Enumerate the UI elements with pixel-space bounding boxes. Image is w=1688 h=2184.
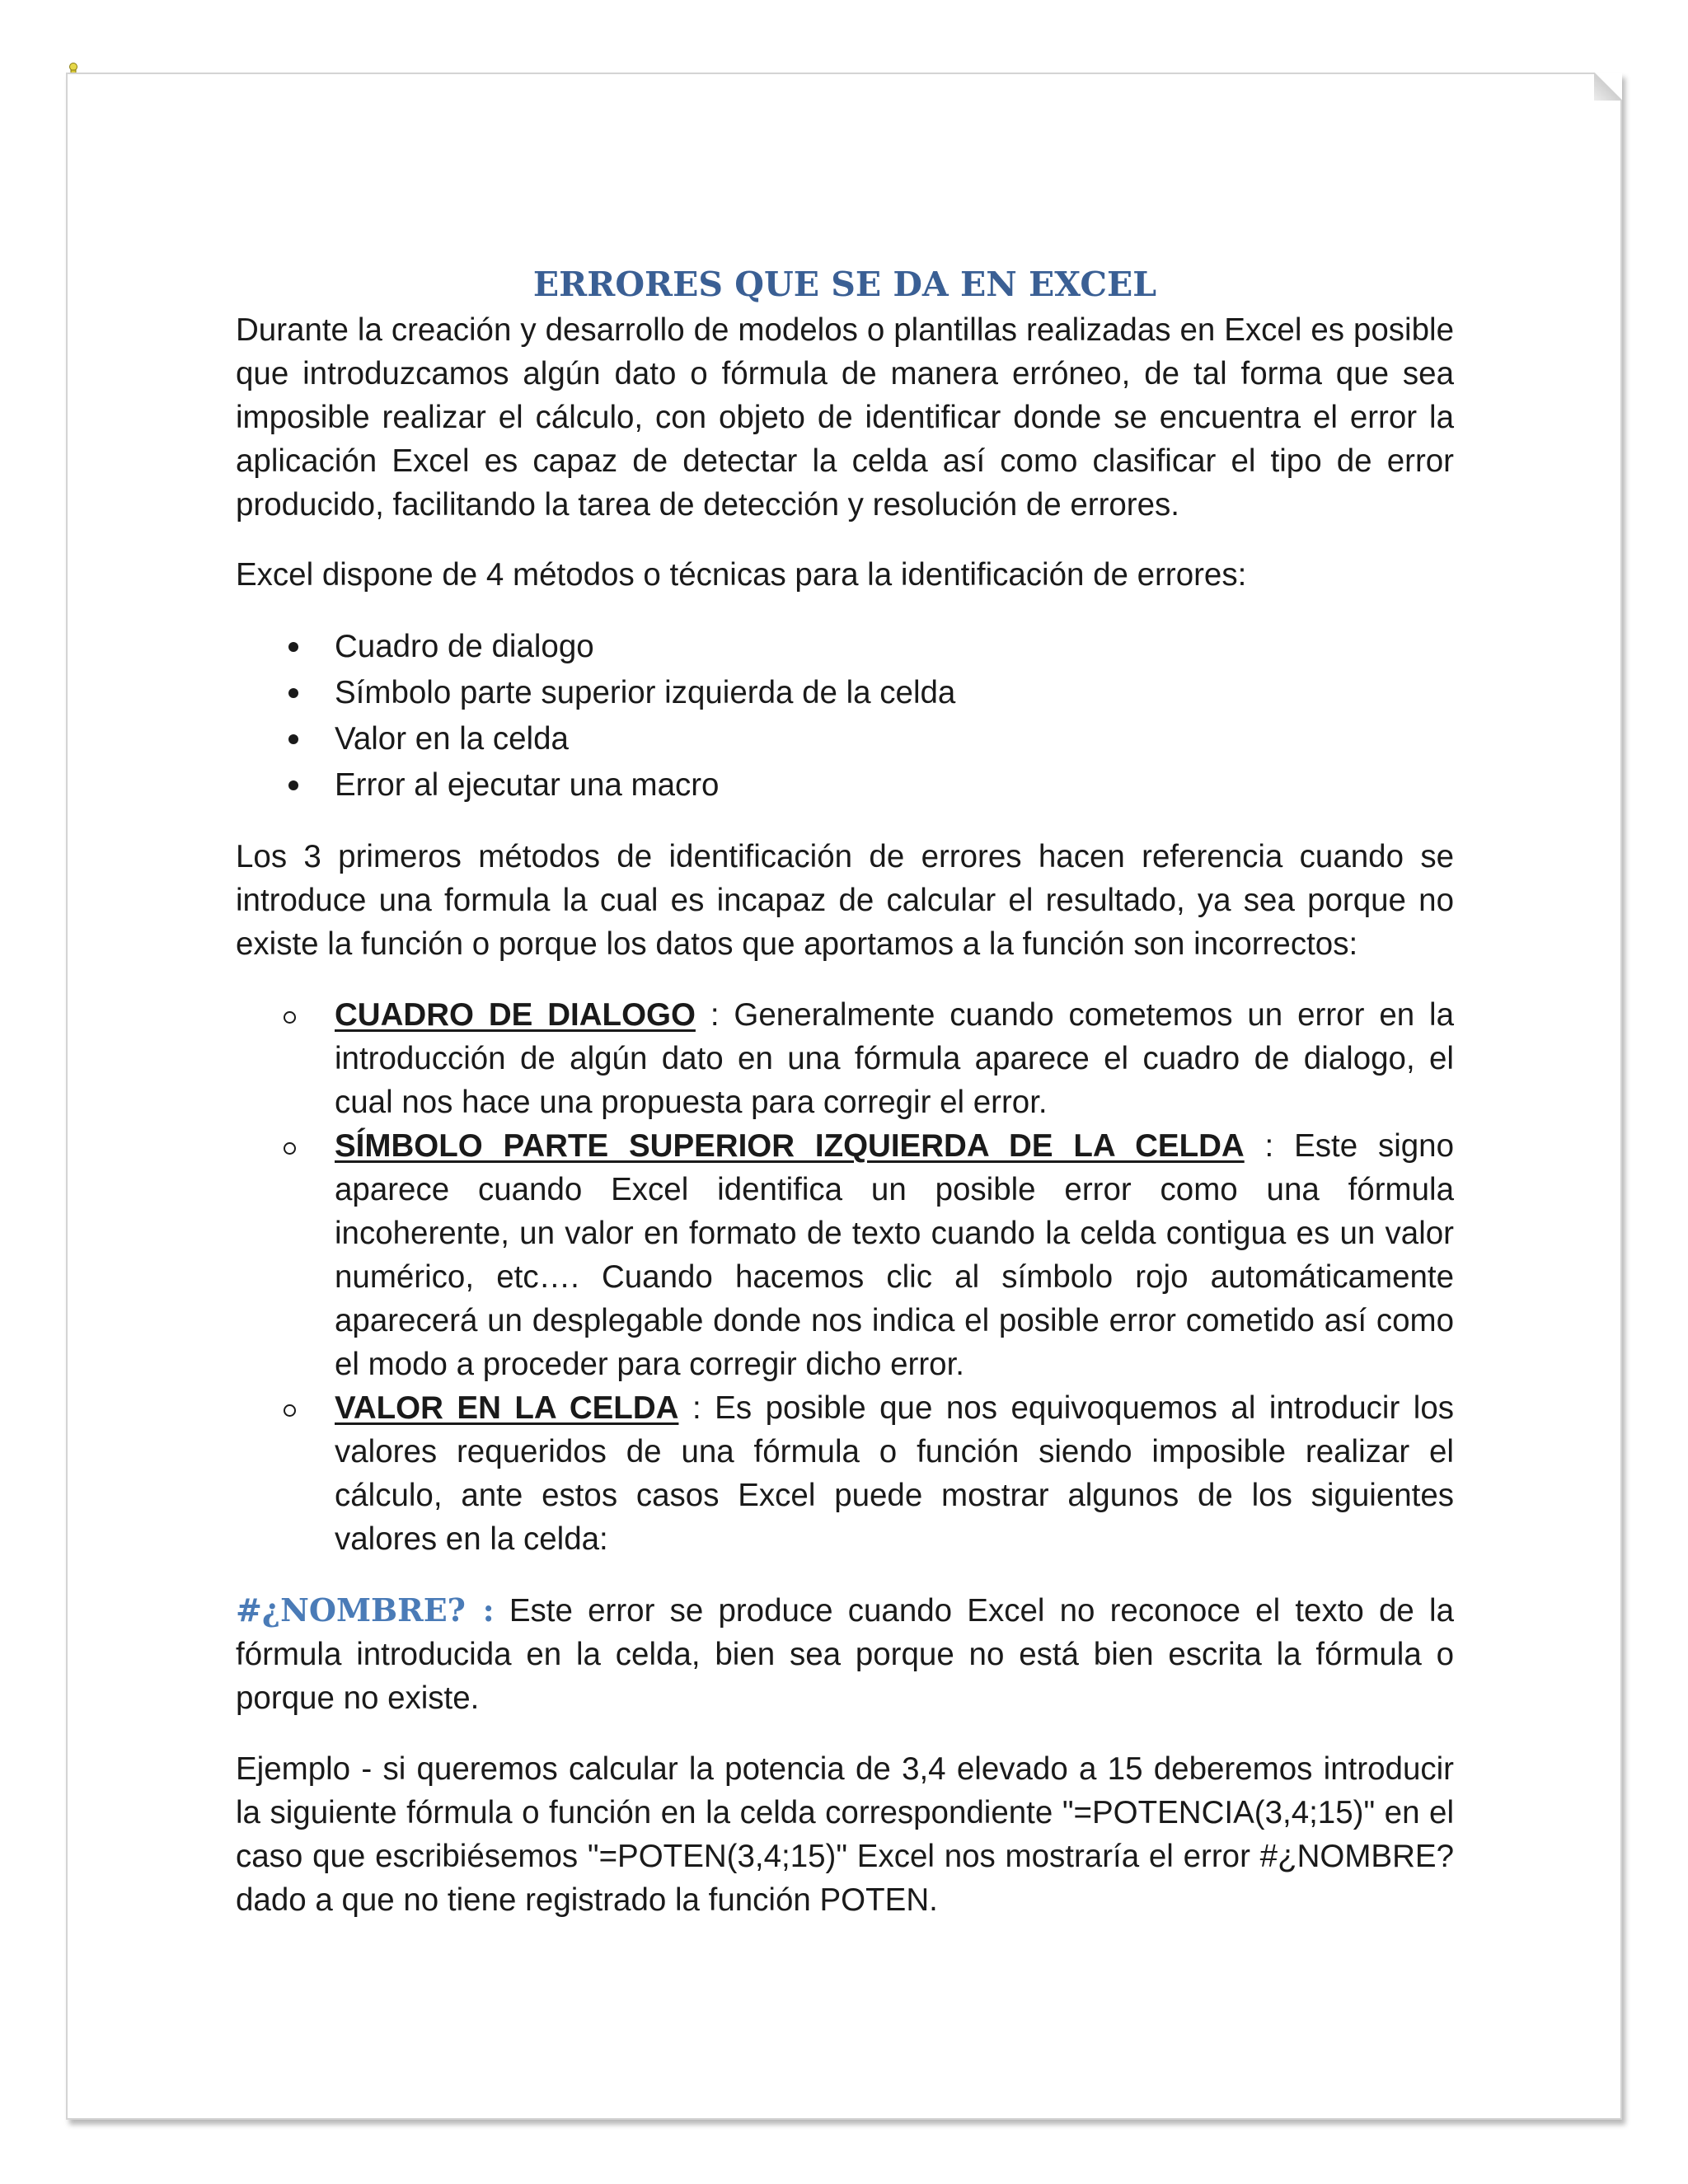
bullet-item xyxy=(236,624,1454,670)
method-text: : Generalmente cuando cometemos un error en la introducción de algún dato en una fórmula aparece el cuadro de dialogo, el cual nos hace una propuesta para corregir el error. xyxy=(335,997,1455,1120)
method-text: : Es posible que nos equivoquemos al introducir los valores requeridos de una fórmula o función siendo imposible realizar el cálculo, ante estos casos Excel puede mostrar algunos de los siguientes valores en la celda: xyxy=(335,1390,1454,1557)
method-text: : Este signo aparece cuando Excel identifica un posible error como una fórmula incoherente, un valor en formato de texto cuando la celda contigua es un valor numérico, etc…. Cuando hacemos clic al símbolo rojo automáticamente aparecerá un desplegable donde nos indica el posible error cometido así como el modo a proceder para corregir dicho error. xyxy=(335,1128,1454,1382)
bullet-icon xyxy=(288,688,298,698)
bullet-item xyxy=(236,670,1454,716)
error-code-label: #¿NOMBRE? : xyxy=(236,1591,495,1629)
methods-intro-paragraph: Excel dispone de 4 métodos o técnicas para la identificación de errores: xyxy=(236,557,1247,593)
circle-bullet-icon xyxy=(284,1142,296,1155)
method-title: SÍMBOLO PARTE SUPERIOR IZQUIERDA DE LA CELDA xyxy=(335,1128,1245,1164)
method-item xyxy=(236,1124,1454,1386)
method-item xyxy=(236,1386,1454,1561)
bullet-text: Símbolo parte superior izquierda de la celda xyxy=(335,675,956,710)
page-corner-fold xyxy=(1594,73,1622,101)
bullet-icon xyxy=(288,780,298,790)
bullet-item xyxy=(236,716,1454,762)
circle-bullet-icon xyxy=(284,1404,296,1417)
bullet-text: Error al ejecutar una macro xyxy=(335,767,720,803)
bullet-text: Cuadro de dialogo xyxy=(335,629,594,664)
nombre-error-paragraph xyxy=(236,1588,1454,1720)
bullet-icon xyxy=(288,734,298,744)
bullet-item xyxy=(236,762,1454,808)
method-title: CUADRO DE DIALOGO xyxy=(335,997,696,1033)
method-item xyxy=(236,993,1454,1124)
first-three-paragraph: Los 3 primeros métodos de identificación de errores hacen referencia cuando se introduce una formula la cual es incapaz de calcular el resultado, ya sea porque no existe la función o porque los datos que aportamos a la función son incorrectos: xyxy=(236,839,1454,962)
example-paragraph: Ejemplo - si queremos calcular la potencia de 3,4 elevado a 15 deberemos introducir la siguiente fórmula o función en la celda correspondiente "=POTENCIA(3,4;15)" en el caso que escribiésemos "=POTEN(3,4;15)" Excel nos mostraría el error #¿NOMBRE? dado a que no tiene registrado la función POTEN. xyxy=(236,1751,1454,1918)
circle-bullet-icon xyxy=(284,1011,296,1024)
error-description: Este error se produce cuando Excel no reconoce el texto de la fórmula introducida en la celda, bien sea porque no está bien escrita la fórmula o porque no existe. xyxy=(236,1593,1454,1716)
document-content xyxy=(236,260,1454,1949)
bullet-text: Valor en la celda xyxy=(335,721,569,757)
document-title: ERRORES QUE SE DA EN EXCEL xyxy=(532,265,1157,304)
bullet-icon xyxy=(288,642,298,652)
methods-bullet-list xyxy=(236,624,1454,808)
method-title: VALOR EN LA CELDA xyxy=(335,1390,679,1426)
intro-paragraph: Durante la creación y desarrollo de modelos o plantillas realizadas en Excel es posible que introduzcamos algún dato o fórmula de manera erróneo, de tal forma que sea imposible realizar el cálculo, con objeto de identificar donde se encuentra el error la aplicación Excel es capaz de detectar la celda así como clasificar el tipo de error producido, facilitando la tarea de detección y resolución de errores. xyxy=(236,312,1454,523)
methods-detail-list xyxy=(236,993,1454,1561)
